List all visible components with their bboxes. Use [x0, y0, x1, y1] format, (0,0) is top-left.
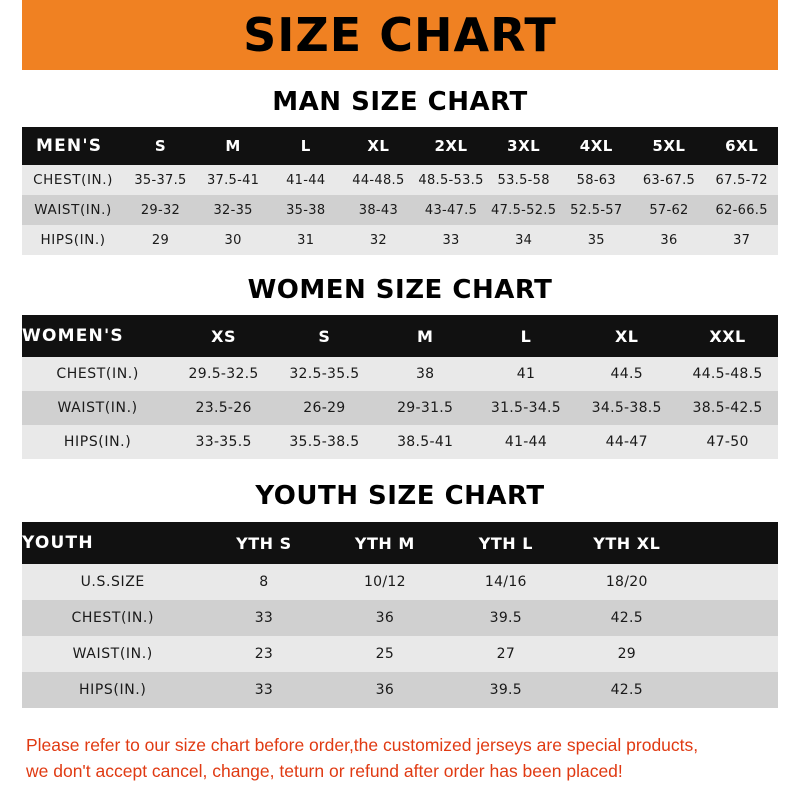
cell: 23.5-26: [173, 391, 274, 425]
cell: 36: [633, 225, 706, 255]
table-row: [22, 425, 778, 459]
women-header-label: WOMEN'S: [22, 315, 173, 357]
youth-col-yth-l: YTH L: [445, 522, 566, 564]
cell: 67.5-72: [705, 165, 778, 195]
page-title: SIZE CHART: [243, 8, 557, 62]
cell: 35: [560, 225, 633, 255]
cell: 30: [197, 225, 270, 255]
cell: 26-29: [274, 391, 375, 425]
cell-spacer: [687, 672, 778, 708]
page-header: [0, 0, 800, 70]
table-row: [22, 357, 778, 391]
man-row-label-chest: CHEST(IN.): [22, 165, 124, 195]
women-col-s: S: [274, 315, 375, 357]
cell: 58-63: [560, 165, 633, 195]
man-col-xl: XL: [342, 127, 415, 165]
youth-header-label: YOUTH: [22, 522, 203, 564]
man-col-3xl: 3XL: [487, 127, 560, 165]
man-row-label-hips: HIPS(IN.): [22, 225, 124, 255]
cell: 38.5-42.5: [677, 391, 778, 425]
cell: 31: [269, 225, 342, 255]
women-col-m: M: [375, 315, 476, 357]
women-col-l: L: [476, 315, 577, 357]
disclaimer-note: [22, 719, 778, 800]
cell: 47.5-52.5: [487, 195, 560, 225]
table-row: [22, 600, 778, 636]
cell: 62-66.5: [705, 195, 778, 225]
youth-row-label-chest: CHEST(IN.): [22, 600, 203, 636]
cell: 34.5-38.5: [576, 391, 677, 425]
cell-spacer: [687, 636, 778, 672]
cell: 41-44: [476, 425, 577, 459]
cell: 38.5-41: [375, 425, 476, 459]
cell: 36: [324, 600, 445, 636]
cell: 41: [476, 357, 577, 391]
cell: 39.5: [445, 672, 566, 708]
cell-spacer: [687, 600, 778, 636]
youth-row-label-hips: HIPS(IN.): [22, 672, 203, 708]
man-row-label-waist: WAIST(IN.): [22, 195, 124, 225]
youth-col-yth-xl: YTH XL: [566, 522, 687, 564]
women-col-xl: XL: [576, 315, 677, 357]
youth-col-spacer: [687, 522, 778, 564]
cell: 42.5: [566, 672, 687, 708]
cell: 44.5-48.5: [677, 357, 778, 391]
cell: 44-47: [576, 425, 677, 459]
cell: 37: [705, 225, 778, 255]
cell: 27: [445, 636, 566, 672]
women-size-table: [22, 315, 778, 459]
man-col-l: L: [269, 127, 342, 165]
man-col-4xl: 4XL: [560, 127, 633, 165]
cell: 38-43: [342, 195, 415, 225]
man-header-label: MEN'S: [22, 127, 124, 165]
cell: 34: [487, 225, 560, 255]
cell: 10/12: [324, 564, 445, 600]
cell: 48.5-53.5: [415, 165, 488, 195]
youth-section-title: YOUTH SIZE CHART: [255, 481, 545, 511]
cell: 37.5-41: [197, 165, 270, 195]
table-row: [22, 195, 778, 225]
cell: 32: [342, 225, 415, 255]
man-col-s: S: [124, 127, 197, 165]
man-col-6xl: 6XL: [705, 127, 778, 165]
table-row: [22, 564, 778, 600]
youth-size-table: [22, 522, 778, 708]
disclaimer-line-1: Please refer to our size chart before order,the customized jerseys are special products,: [26, 735, 699, 756]
cell: 52.5-57: [560, 195, 633, 225]
cell: 29: [566, 636, 687, 672]
cell: 18/20: [566, 564, 687, 600]
cell: 23: [203, 636, 324, 672]
women-row-label-chest: CHEST(IN.): [22, 357, 173, 391]
cell: 29-31.5: [375, 391, 476, 425]
cell: 33-35.5: [173, 425, 274, 459]
cell: 63-67.5: [633, 165, 706, 195]
table-row: [22, 225, 778, 255]
cell: 33: [203, 672, 324, 708]
table-header-row: [22, 127, 778, 165]
cell: 39.5: [445, 600, 566, 636]
cell: 31.5-34.5: [476, 391, 577, 425]
cell: 36: [324, 672, 445, 708]
cell: 8: [203, 564, 324, 600]
cell: 25: [324, 636, 445, 672]
women-row-label-waist: WAIST(IN.): [22, 391, 173, 425]
man-col-m: M: [197, 127, 270, 165]
youth-col-yth-m: YTH M: [324, 522, 445, 564]
table-row: [22, 165, 778, 195]
women-section-title: WOMEN SIZE CHART: [247, 275, 553, 305]
cell: 33: [415, 225, 488, 255]
cell: 47-50: [677, 425, 778, 459]
header-edge-right: [778, 0, 800, 70]
cell-spacer: [687, 564, 778, 600]
man-col-5xl: 5XL: [633, 127, 706, 165]
cell: 43-47.5: [415, 195, 488, 225]
women-row-label-hips: HIPS(IN.): [22, 425, 173, 459]
cell: 14/16: [445, 564, 566, 600]
cell: 57-62: [633, 195, 706, 225]
youth-row-label-ussize: U.S.SIZE: [22, 564, 203, 600]
man-size-table: [22, 127, 778, 255]
cell: 41-44: [269, 165, 342, 195]
cell: 42.5: [566, 600, 687, 636]
table-row: [22, 391, 778, 425]
cell: 35.5-38.5: [274, 425, 375, 459]
cell: 29-32: [124, 195, 197, 225]
table-header-row: [22, 522, 778, 564]
cell: 53.5-58: [487, 165, 560, 195]
youth-row-label-waist: WAIST(IN.): [22, 636, 203, 672]
women-col-xs: XS: [173, 315, 274, 357]
cell: 29.5-32.5: [173, 357, 274, 391]
table-header-row: [22, 315, 778, 357]
cell: 29: [124, 225, 197, 255]
women-col-xxl: XXL: [677, 315, 778, 357]
cell: 35-37.5: [124, 165, 197, 195]
table-row: [22, 672, 778, 708]
cell: 44-48.5: [342, 165, 415, 195]
man-section-title: MAN SIZE CHART: [272, 87, 528, 117]
cell: 35-38: [269, 195, 342, 225]
youth-col-yth-s: YTH S: [203, 522, 324, 564]
cell: 33: [203, 600, 324, 636]
man-col-2xl: 2XL: [415, 127, 488, 165]
cell: 44.5: [576, 357, 677, 391]
cell: 38: [375, 357, 476, 391]
cell: 32-35: [197, 195, 270, 225]
header-edge-left: [0, 0, 22, 70]
cell: 32.5-35.5: [274, 357, 375, 391]
table-row: [22, 636, 778, 672]
disclaimer-line-2: we don't accept cancel, change, teturn or refund after order has been placed!: [26, 760, 623, 781]
content-area: [0, 70, 800, 800]
